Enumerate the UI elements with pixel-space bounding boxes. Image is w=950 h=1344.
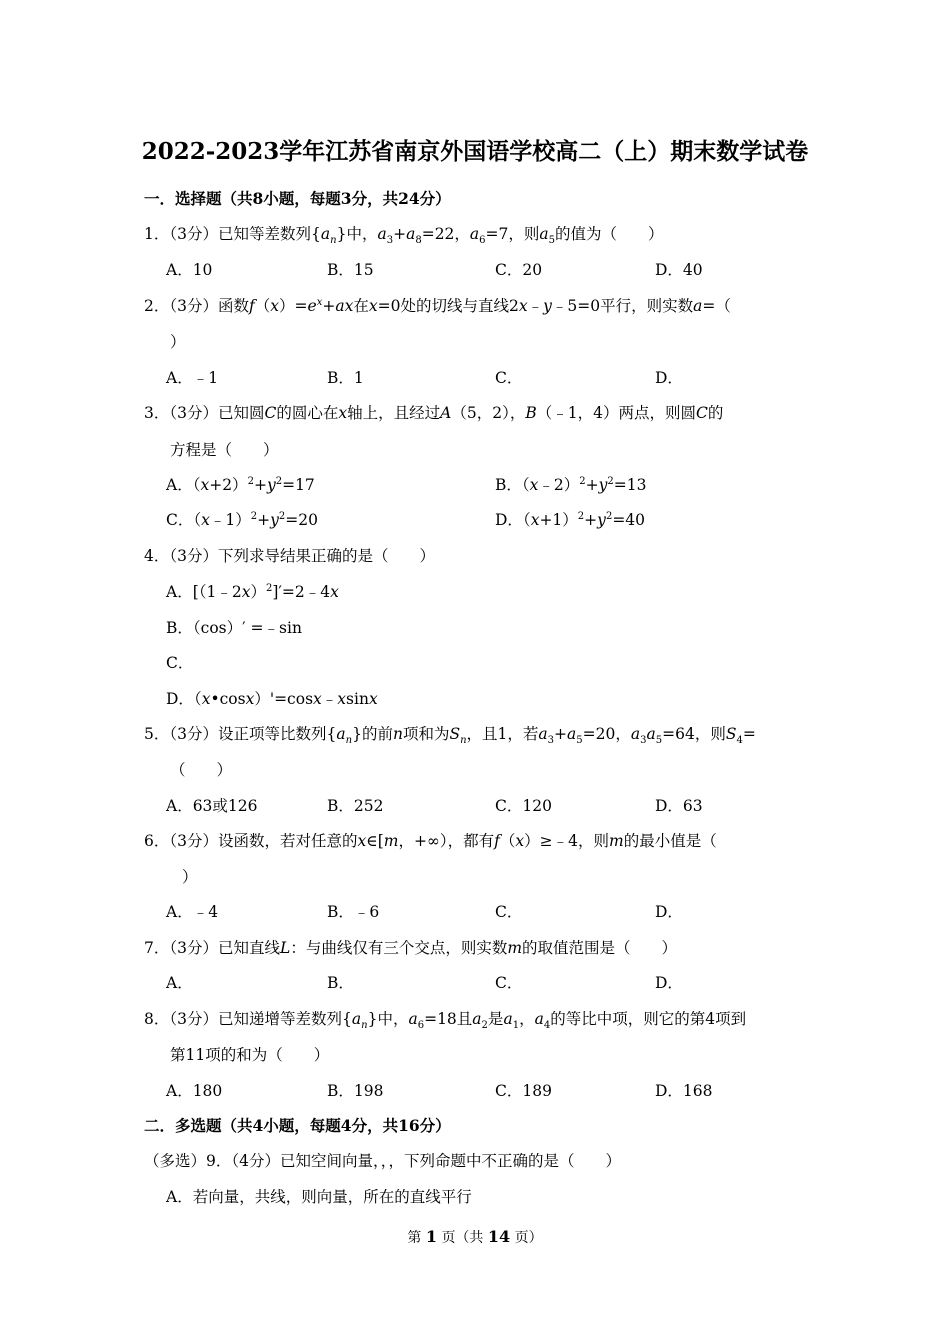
q6-option-c: C． bbox=[495, 903, 523, 921]
section-heading-2: 二．多选题（共4小题，每题4分，共16分） bbox=[144, 1116, 451, 1135]
q8-option-a: A．180 bbox=[166, 1082, 223, 1100]
q2-option-a: A．﹣1 bbox=[166, 369, 219, 387]
question-3-cont: 方程是（ ） bbox=[170, 441, 279, 459]
q3-option-d: D．$(x+1)^2+y^2=40$ bbox=[495, 510, 646, 529]
question-7: 7．（3分）已知直线L：与曲线仅有三个交点，则实数m的取值范围是（ ） bbox=[144, 939, 678, 957]
q2-option-d: D． bbox=[655, 369, 683, 387]
q8-option-d: D．168 bbox=[655, 1082, 713, 1100]
page-title: 2022-2023学年江苏省南京外国语学校高二（上）期末数学试卷 bbox=[141, 138, 809, 165]
q8-option-b: B．198 bbox=[327, 1082, 384, 1100]
q1-option-d: D．40 bbox=[655, 261, 703, 279]
q2-option-c: C． bbox=[495, 369, 523, 387]
q7-option-d: D． bbox=[655, 974, 683, 992]
q4-option-d: D．（x•cosx）'=cosx﹣xsinx bbox=[166, 690, 378, 708]
q3-option-b: B．$(x﹣2)^2+y^2=13$ bbox=[495, 475, 647, 494]
q2-option-b: B．1 bbox=[327, 369, 364, 387]
q8-option-c: C．189 bbox=[495, 1082, 552, 1100]
q1-option-c: C．20 bbox=[495, 261, 543, 279]
question-8-cont: 第11项的和为（ ） bbox=[170, 1046, 330, 1064]
question-6-cont: ） bbox=[182, 868, 198, 886]
question-1: 1．（3分）已知等差数列$\{a_n\}$中，$a_3+a_8=22$，$a_6=7$，则$a_5$的值为（ ） bbox=[144, 225, 664, 247]
question-5-cont: （ ） bbox=[170, 761, 233, 779]
question-6: 6．（3分）设函数，若对任意的x∈[m，+∞），都有f（x）≥﹣4，则m的最小值是（ bbox=[144, 832, 717, 850]
q9-option-a: A．若向量，共线，则向量，所在的直线平行 bbox=[166, 1188, 472, 1206]
q7-option-a: A． bbox=[166, 974, 193, 992]
q4-option-c: C． bbox=[166, 654, 194, 672]
q5-option-c: C．120 bbox=[495, 797, 552, 815]
q5-option-b: B．252 bbox=[327, 797, 384, 815]
q1-option-a: A．10 bbox=[166, 261, 213, 279]
q1-option-b: B．15 bbox=[327, 261, 374, 279]
q5-option-a: A．63或126 bbox=[166, 797, 258, 815]
question-2: 2．（3分）函数$f(x)=e^x+ax$在x=0处的切线与直线2x﹣y﹣5=0平行，则实数a=（ bbox=[144, 296, 731, 315]
q3-option-a: A．$(x+2)^2+y^2=17$ bbox=[166, 475, 315, 494]
question-2-cont: ） bbox=[170, 333, 186, 351]
q4-option-b: B．（cos）′ =﹣sin bbox=[166, 619, 302, 637]
q4-option-a: A．[（1﹣2x）$^2$]′=2﹣4x bbox=[166, 582, 339, 601]
q7-option-b: B． bbox=[327, 974, 354, 992]
q3-option-c: C．$(x﹣1)^2+y^2=20$ bbox=[166, 510, 318, 529]
question-5: 5．（3分）设正项等比数列$\{a_n\}$的前n项和为$S_n$，且1，若$a_3+a_5=20$，$a_3a_5=64$，则$S_4=$ bbox=[144, 725, 756, 747]
q6-option-a: A．﹣4 bbox=[166, 903, 219, 921]
section-heading-1: 一．选择题（共8小题，每题3分，共24分） bbox=[144, 189, 451, 208]
page-footer: 第 1 页（共 14 页） bbox=[407, 1227, 543, 1246]
q5-option-d: D．63 bbox=[655, 797, 703, 815]
q6-option-d: D． bbox=[655, 903, 683, 921]
question-4: 4．（3分）下列求导结果正确的是（ ） bbox=[144, 547, 436, 565]
question-8: 8．（3分）已知递增等差数列$\{a_n\}$中，$a_6=18$且$a_2$是$a_1$，$a_4$的等比中项，则它的第4项到 bbox=[144, 1010, 747, 1032]
question-9: （多选）9．（4分）已知空间向量，，，下列命题中不正确的是（ ） bbox=[144, 1152, 622, 1170]
q7-option-c: C． bbox=[495, 974, 523, 992]
question-3: 3．（3分）已知圆C的圆心在x轴上，且经过A（5，2），B（﹣1，4）两点，则圆C的 bbox=[144, 404, 724, 422]
q6-option-b: B．﹣6 bbox=[327, 903, 380, 921]
